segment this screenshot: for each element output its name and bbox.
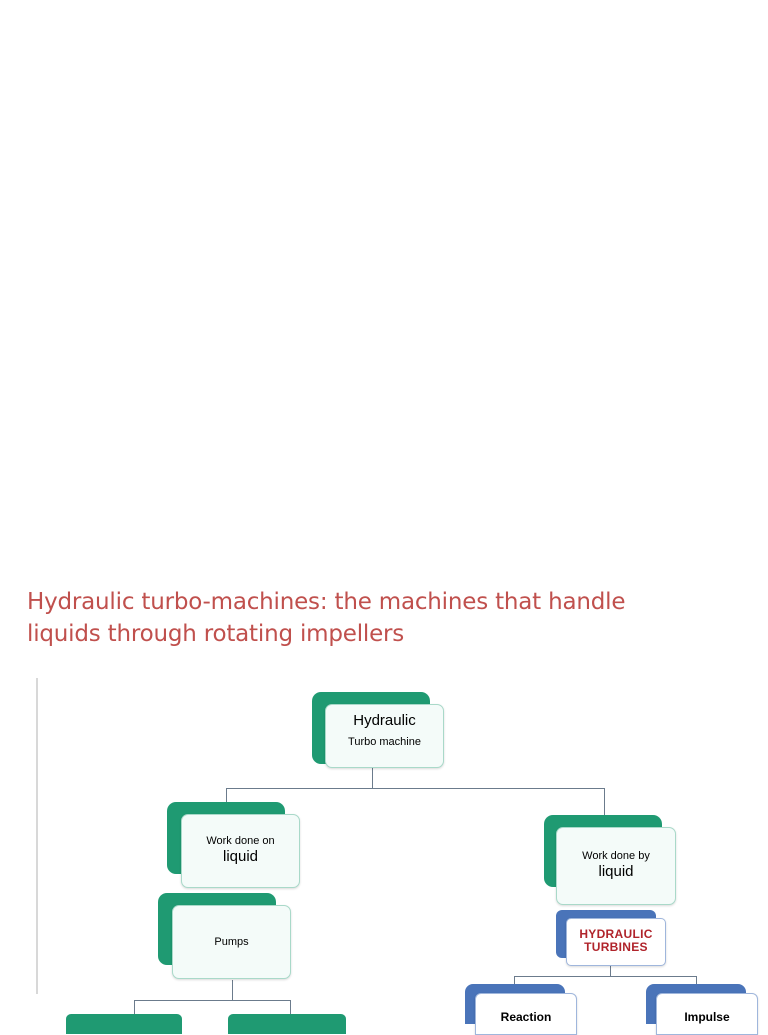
connector-pumps-down	[232, 980, 233, 1000]
connector-pumps-horizontal	[134, 1000, 290, 1001]
node-pumps	[158, 893, 292, 980]
reaction-label: Reaction	[500, 1010, 552, 1024]
node-pump-type-right	[228, 1014, 346, 1034]
turbines-label-line-1: HYDRAULIC	[579, 927, 653, 941]
node-pump-type-left	[66, 1014, 182, 1034]
connector-left-down	[226, 788, 227, 802]
title-line-2: liquids through rotating impellers	[27, 621, 405, 647]
node-work-done-by-liquid	[544, 815, 676, 907]
connector-turbines-right-down	[696, 976, 697, 984]
connector-right-down	[604, 788, 605, 816]
right-branch-label-line-2: liquid	[598, 863, 634, 880]
connector-pumps-right-down	[290, 1000, 291, 1014]
title-line-1: Hydraulic turbo-machines: the machines that handle	[27, 589, 626, 615]
left-branch-label-line-2: liquid	[222, 848, 259, 865]
left-branch-label-line-1: Work done on	[206, 835, 275, 847]
diagram-border	[36, 678, 38, 994]
node-hydraulic-turbines	[556, 910, 666, 968]
pumps-label: Pumps	[214, 936, 249, 948]
connector-turbines-horizontal	[514, 976, 696, 977]
page-title	[27, 586, 747, 650]
node-reaction	[465, 984, 577, 1024]
connector-turbines-left-down	[514, 976, 515, 984]
impulse-label: Impulse	[684, 1010, 730, 1024]
node-work-done-on-liquid	[167, 802, 301, 890]
right-branch-label-line-1: Work done by	[582, 850, 650, 862]
connector-pumps-left-down	[134, 1000, 135, 1014]
node-hydraulic-turbo-machine	[312, 692, 444, 780]
root-label-line-2: Turbo machine	[348, 736, 421, 748]
connector-top-horizontal	[226, 788, 604, 789]
root-label-line-1: Hydraulic	[353, 712, 416, 729]
turbines-label-line-2: TURBINES	[584, 940, 648, 954]
node-impulse	[646, 984, 758, 1024]
